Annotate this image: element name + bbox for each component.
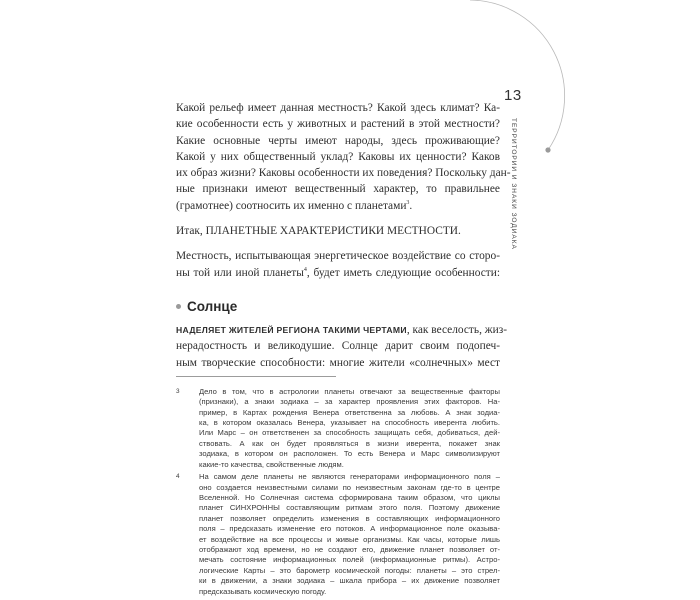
- footnote-line: пример, в Картах рождения Венера ответственна за любовь. А знак зодиа-: [199, 407, 500, 417]
- footnote-line: планет СИНХРОННЫ составляющим ритмам этого поля. Поэтому движение: [199, 503, 500, 513]
- bullet-icon: [176, 304, 181, 309]
- footnote-line: зодиака, в котором он расположен. То есть Венера и Марс символизируют: [199, 449, 500, 459]
- footnote-line: оно создается неизвестными силами по неизвестным законам где-то в центре: [199, 482, 500, 492]
- text-line: ные признаки имеют вещественный характер, то правильнее: [176, 183, 500, 196]
- footnote-line: планет позволяет определить изменения в составляющих информационного: [199, 513, 500, 523]
- footnote-4: [176, 472, 500, 597]
- page-number: 13: [504, 87, 522, 104]
- footnote-line: ки в движении, а знаки зодиака – шкала прибора – их движение позволяет: [199, 576, 500, 586]
- main-text: [176, 100, 511, 599]
- footnote-number: 3: [176, 387, 180, 395]
- text-line: нерадостность и великодушие. Солнце дарит своим подопеч-: [176, 340, 500, 353]
- sentence-end: .: [409, 199, 413, 212]
- text-line-content: , будет иметь следующие особенности:: [306, 266, 500, 279]
- text-line: ным творческие способности: многие жители «солнечных» мест: [176, 356, 500, 369]
- footnotes: [176, 387, 500, 597]
- footnote-line: ка, в котором оказалась Венера, указывает на способность иверента любить.: [199, 418, 500, 428]
- text-line: Какой у них общественный уклад? Каковы их ценности? Каков: [176, 150, 500, 163]
- running-head: ТЕРРИТОРИИ И ЗНАКИ ЗОДИАКА: [510, 118, 517, 250]
- text-line: Итак, ПЛАНЕТНЫЕ ХАРАКТЕРИСТИКИ МЕСТНОСТИ.: [176, 225, 461, 238]
- footnote-line: отображают ход времени, но не создают его, движение планет позволяет от-: [199, 544, 500, 554]
- footnote-3: [176, 387, 500, 470]
- text-line: [176, 198, 500, 214]
- text-line: кие особенности есть у животных и растений в этой местности?: [176, 118, 500, 131]
- text-line: [176, 265, 500, 281]
- section-title: Солнце: [187, 298, 238, 314]
- footnote-line: ствовать. А как он будет проявляться в жизни иверента, покажет знак: [199, 438, 500, 448]
- paragraph-sun: [176, 322, 508, 371]
- footnote-line: На самом деле планеты не являются генераторами информационного поля –: [199, 472, 500, 482]
- text-line: Местность, испытывающая энергетическое воздействие со сторо-: [176, 250, 500, 263]
- text-line: их образ жизни? Каковы особенности их поведения? Поскольку дан-: [176, 167, 511, 180]
- paragraph-questions: [176, 100, 511, 214]
- footnote-ref[interactable]: 4: [303, 266, 307, 273]
- text-line-content: (грамотнее) соотносить их именно с планетами: [176, 199, 407, 212]
- text-line: Какой рельеф имеет данная местность? Какой здесь климат? Ка-: [176, 102, 500, 114]
- text-line-content: ны той или иной планеты: [176, 266, 304, 279]
- footnote-line: предсказывать космическую погоду.: [199, 586, 327, 596]
- text-line: [176, 322, 508, 338]
- text-line-content: , как веселость, жиз-: [406, 323, 508, 336]
- footnote-line: поля – предсказать изменение его потоков. А информационное поле оказыва-: [199, 524, 500, 534]
- footnote-line: ет воздействие на все процессы и живые организмы. Как часы, которые лишь: [199, 534, 500, 544]
- footnote-line: Вселенной. Но Солнечная система сформирована таким образом, что циклы: [199, 492, 500, 502]
- paragraph-locality: [176, 248, 500, 281]
- footnote-number: 4: [176, 473, 180, 481]
- footnote-line: логические Карты – это барометр космической погоды: планеты – это стрел-: [199, 565, 500, 575]
- footnote-line: Дело в том, что в астрологии планеты отвечают за вещественные факторы: [199, 386, 500, 396]
- footnote-line: Или Марс – он ответственен за способность защищать себя, добиваться, дей-: [199, 428, 500, 438]
- footnote-divider: [176, 376, 336, 377]
- footnote-line: (признаки), а знаки зодиака – за характер проявления этих факторов. На-: [199, 397, 500, 407]
- footnote-line: какие-то качества, свойственные людям.: [199, 459, 344, 469]
- lead-in: НАДЕЛЯЕТ ЖИТЕЛЕЙ РЕГИОНА ТАКИМИ ЧЕРТАМИ: [176, 324, 407, 335]
- section-heading-sun: [176, 299, 500, 314]
- paragraph-intro: [176, 223, 500, 239]
- text-line: Какие основные черты имеют народы, здесь проживающие?: [176, 134, 500, 147]
- footnote-ref[interactable]: 3: [406, 199, 410, 206]
- footnote-line: мечать состояние информационных полей (информационные ритмы). Астро-: [199, 555, 500, 565]
